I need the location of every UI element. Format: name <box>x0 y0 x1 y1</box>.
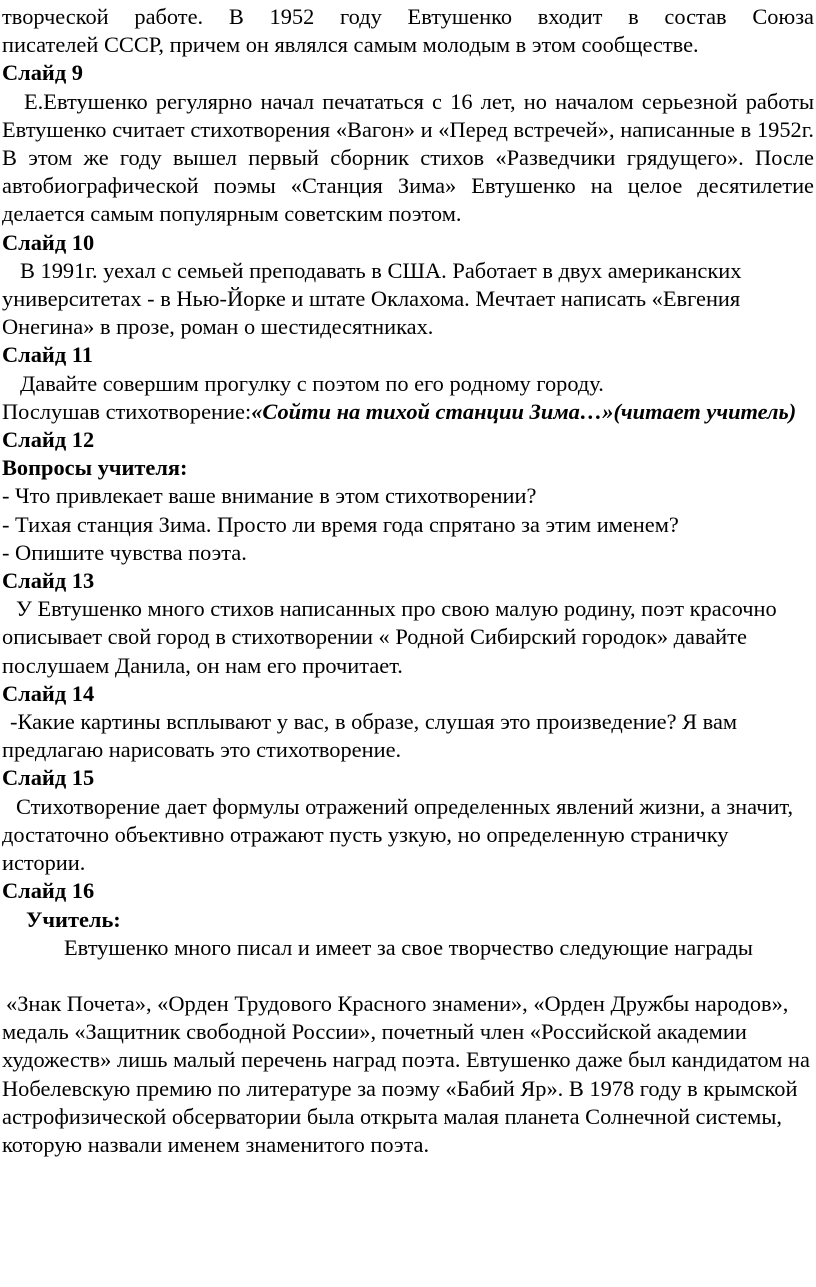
slide-11-heading: Слайд 11 <box>2 342 93 368</box>
teacher-question-3: - Опишите чувства поэта. <box>2 539 247 565</box>
slide-9-text: Е.Евтушенко регулярно начал печататься с 16 лет, но началом серьезной работы Евтушенко считает стихотворения «Вагон» и «Перед встречей», написанные в 1952г. В этом же году вышел первый сборник стихов «Разведчики грядущего». После автобиографической поэмы «Станция Зима» Евтушенко на целое десятилетие делается самым популярным советским поэтом. <box>2 88 814 227</box>
slide-11-text-2-plain: Послушав стихотворение: <box>2 398 252 424</box>
slide-16-text-1: Евтушенко много писал и имеет за свое творчество следующие награды <box>64 934 753 960</box>
slide-10-text: В 1991г. уехал с семьей преподавать в США. Работает в двух американских университетах - в Нью-Йорке и штате Оклахома. Мечтает написать «Евгения Онегина» в прозе, роман о шестидесятниках. <box>2 257 742 340</box>
teacher-question-1: - Что привлекает ваше внимание в этом стихотворении? <box>2 483 537 509</box>
slide-10-heading: Слайд 10 <box>2 229 95 255</box>
slide-11-text-1: Давайте совершим прогулку с поэтом по его родному городу. <box>20 370 604 396</box>
slide-11-text-2-emphasis: «Сойти на тихой станции Зима…»(читает учитель) <box>251 398 797 424</box>
teacher-label: Учитель: <box>26 906 121 932</box>
opening-line-2: писателей СССР, причем он являлся самым молодым в этом сообществе. <box>2 32 699 58</box>
slide-13-text: У Евтушенко много стихов написанных про свою малую родину, поэт красочно описывает свой город в стихотворении « Родной Сибирский городок» давайте послушаем Данила, он нам его прочитает. <box>2 596 777 678</box>
slide-12-heading: Слайд 12 <box>2 427 95 453</box>
slide-11-text-2 <box>2 398 814 426</box>
opening-line-1: творческой работе. В 1952 году Евтушенко входит в состав Союза <box>2 4 814 29</box>
slide-14-heading: Слайд 14 <box>2 680 95 706</box>
slide-14-text: -Какие картины всплывают у вас, в образе, слушая это произведение? Я вам предлагаю нарисовать это стихотворение. <box>2 709 738 763</box>
teacher-questions-heading: Вопросы учителя: <box>2 455 188 481</box>
slide-16-text-2: «Знак Почета», «Орден Трудового Красного знамени», «Орден Дружбы народов», медаль «Защитник свободной России», почетный член «Российской академии художеств» лишь малый перечень наград поэта. Евтушенко даже был кандидатом на Нобелевскую премию по литературе за поэму «Бабий Яр». В 1978 году в крымской астрофизической обсерватории была открыта малая планета Солнечной системы, которую назвали именем знаменитого поэта. <box>2 990 810 1157</box>
slide-15-heading: Слайд 15 <box>2 765 95 791</box>
slide-13-heading: Слайд 13 <box>2 568 95 594</box>
slide-16-heading: Слайд 16 <box>2 878 95 904</box>
teacher-question-2: - Тихая станция Зима. Просто ли время года спрятано за этим именем? <box>2 511 679 537</box>
slide-15-text: Стихотворение дает формулы отражений определенных явлений жизни, а значит, достаточно объективно отражают пусть узкую, но определенную страничку истории. <box>2 793 794 876</box>
slide-9-heading: Слайд 9 <box>2 60 83 86</box>
paragraph-gap <box>2 962 814 990</box>
